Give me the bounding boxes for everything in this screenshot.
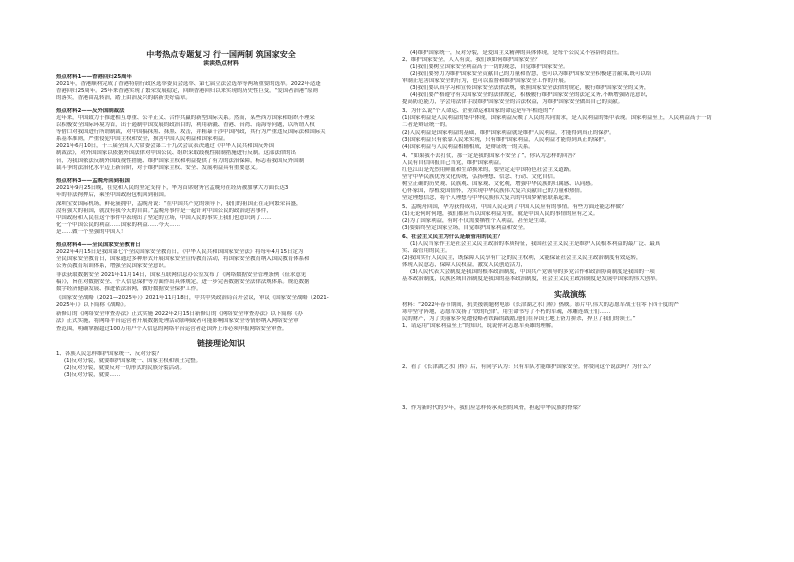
left-column — [56, 0, 386, 379]
material-1-line: 2021年，香港顺利完成了香港特别行政区选举委员会选举、第七届立法会选举等两场重要的选举。2022年适逢 — [56, 81, 321, 88]
theory-answer-line: (3)反对分裂，就要…… — [64, 371, 121, 378]
theory-answer-line: (4)我们要严格遵守有关国家安全的法律规定，积极履行维护国家安全的法定义务,不断增强防范意识， — [410, 92, 652, 99]
theory-question-1: 1、各族人民怎样维护国家统一、反对分裂？ — [56, 350, 162, 357]
material-2-line: 2021年6月10日，十三届全国人大常委会第二十九次会议表决通过《中华人民共和国反外国 — [56, 143, 275, 150]
material-2-line: 制裁法》，对外国国家以依据外国法律对中国公民、组织采取歧视性限制措施进行反制。这部法律的出 — [56, 150, 296, 157]
theory-answer-line: 二者是辩证统一的。 — [402, 122, 451, 129]
theory-answer-line: (4)维护国家统一，反对分裂，是爱国主义精神的具体体现，是每个公民义不容辞的责任。 — [410, 50, 623, 56]
practice-material-line: 材料：“2022年春节期间，抗美援朝题材电影《长津湖之水门桥》热映。影片中,伟大的志愿军战士在零下四十度的严 — [402, 301, 679, 308]
theory-question-3: 3、为什么说“个人命运、企业命运和国家的命运是牢牢相连的”？ — [402, 108, 557, 115]
theory-answer-line: (3)人民代表大会制度是我国的根本政治制度，中国共产党领导的多党合作和政治协商制度是我国的一项 — [410, 269, 655, 276]
practice-material-line: 民的财产，为了美丽家乡免遭侵略者铁蹄的践踏,他们在异国土地上奋力拼杀，捍卫了我们的领土。” — [402, 315, 636, 322]
material-4-line: 公务员教育培训体系，增强全民国家安全意识。 — [56, 263, 170, 270]
material-2-line: 近年来，中国致力于推进相互尊重、公平正义、合作共赢的新型国际关系。然而，某些西方国家和组织不理采 — [56, 115, 315, 122]
material-2-line: 裁斗争的法治化水平迈上新台阶，对于维护国家主权、安全、发展利益具有重要意义。 — [56, 164, 261, 171]
theory-answer-line: 实、最管用的民主。 — [402, 248, 451, 255]
page-title: 中考热点专题复习 行一国两制 筑国家安全 — [146, 50, 296, 59]
practice-section-heading: 实战演练 — [554, 289, 586, 299]
theory-answer-line: (1)我们要树立国家安全利益高于一切的观念，自觉维护国家安全。 — [410, 64, 569, 71]
theory-answer-line: (3)要始终坚定国家立场，自觉维护国家利益和安全。 — [402, 225, 529, 232]
theory-answer-line: (1)反对分裂，就要维护国家统一、国家主权和领土完整。 — [64, 357, 202, 364]
theory-answer-line: 审制止危害国家安全的行为，也可以监督和维护国家安全工作的开展。 — [402, 78, 570, 85]
material-4-heading: 热点材料4——全民国家安全教育日 — [56, 241, 141, 248]
material-3-line: 中国政府和人民在这个事件中表现出了坚定的立场，中国人民的事实上我们也意识到了…… — [56, 214, 272, 221]
material-4-line: 非法获取数据安全 2021年11月14日，国家互联网信息办公室发布了《网络数据安全管理条例（征求意见 — [56, 272, 307, 279]
theory-answer-line: 坚定理想信念，将个人理想与中华民族伟大复兴的中国梦紧密联系起来。 — [402, 194, 575, 201]
material-2-line: 等借口对我国进行所谓制裁，对中国搞抹黑、抹黑、攻击，并粗暴干涉中国内政，其行为严重违反国际法和国际关 — [56, 129, 326, 136]
theory-section-heading: 链接理论知识 — [197, 338, 245, 348]
material-4-line: 《国家安全战略（2021—2025年）》2021年11月18日，中共中央政治局召开会议，审议《国家安全战略（2021- — [56, 295, 329, 302]
theory-answer-line: (3)国家利益只有依靠人民来实现，只有维护国家利益，人民利益才能得到真正的保护。 — [402, 136, 610, 143]
theory-answer-line: (2)我国实行人民民主，既保障人民享有广泛的民主权利，又能保证社会主义民主政治制度有效运转， — [402, 255, 642, 262]
material-2-heading: 热点材料2——反外国制裁法 — [56, 108, 125, 115]
material-3-line: 是……做一个坚强的中国人！ — [56, 228, 127, 235]
material-2-line: 以积极安全国际环境为首，出于遏制中国发展的政治目的，利用新疆、香港、台湾、南海等问题，以所谓人权 — [56, 122, 315, 129]
page-subtitle: 读读热点材料 — [202, 60, 239, 67]
material-1-line: 的落实，香港由乱转治，踏上由治及兴的崭新美好篇章。 — [56, 95, 191, 102]
theory-answer-line: 体现人民意志，保障人民权益，激发人民创造活力， — [402, 262, 526, 269]
material-4-line: 2025年）》以下简称《战略》。 — [56, 302, 130, 309]
practice-question-1: 1、请运用“国家利益至上”的知识，说说你对志愿军英雄的理解。 — [402, 322, 557, 329]
theory-answer-line: 基本政治制度，民族区域自治制度是我国的基本政治制度，社会主义民主政治制度是发展中国家的伟大创举。 — [402, 276, 661, 283]
material-3-line: 2021年9月25日晚，在党和人民的坚定支持下，华为首席财务官孟晚舟在经历被加拿大方面长达3 — [56, 184, 289, 191]
theory-answer-line: 心怀家国，厚植爱国情怀，为实现中华民族伟大复兴贡献自己的力量和热情。 — [402, 187, 586, 194]
material-3-line: 深圳宝安国际机场，鲜花簇拥中，孟晚舟说：“在中国共产党的领导下，我们的祖国正在走向繁荣昌盛， — [56, 200, 302, 207]
material-4-line: 法》正式实施，将网络平台运营者开展数据处理活动影响或者可能影响国家安全等情形纳入网络安全审 — [56, 318, 299, 325]
theory-answer-line: (3)我们要认真学习和宣传国家安全法律法规，依照国家安全法律的规定，履行维护国家安全的义务， — [410, 85, 650, 92]
theory-answer-line: 树立正确的历史观、民族观、国家观、文化观，增强中华民族的归属感、认同感。 — [402, 180, 597, 187]
material-4-line: 新修订的《网络安全审查办法》正式实施 2022年2月15日新修订的《网络安全审查办法》以下简称《办 — [56, 311, 303, 318]
material-2-line: 台，为我国依法反制外国歧视性措施、维护国家主权和利益提供了有力的法治保障，标志着我国反外国制 — [56, 157, 304, 164]
material-1-line: 香港回归25周年。25年来香港实现了繁荣发展稳定，回顾香港回归以来实现的历史性巨变，“爱国者治港”原则 — [56, 88, 318, 95]
material-4-line: 查范围，明确掌握超过100万用户个人信息的网络平台运营者赴国外上市必须申报网络安全审查。 — [56, 325, 288, 332]
material-3-line: 年的非法拘押后，乘坐中国政府包机回到祖国。 — [56, 191, 170, 198]
theory-answer-line: 红色江山是先烈用鲜血和生命换来的，要坚定走中国特色社会主义道路。 — [402, 166, 575, 173]
practice-material-line: 寒中坚守阵地，志愿军发扬了‘铁的纪律’，用生命书写了不朽的军魂，冰雕连战士们…… — [402, 308, 611, 315]
theory-question-5: 5、孟晚舟回国，华为获得成功，中国人民走到了中国人民应有的事情。有些方面还能怎样做？ — [402, 203, 627, 210]
practice-question-3: 3、作为新时代的少年，我们应怎样传承英烈的风骨，担起中华民族的脊梁？ — [402, 404, 584, 411]
theory-question-6: 6、社会主义民主为什么是最管用的民主？ — [402, 234, 503, 241]
material-3-line: 没有强大的祖国，就没有我今天的自由。”孟晚舟事件是一起针对中国公民的政治迫害事件， — [56, 207, 272, 214]
practice-question-2: 2、看了《长津湖之水门桥》后，有同学认为：只有军队才能维护国家安全。你赞同这个说法吗？为什么？ — [402, 363, 654, 370]
material-4-line: 2022年4月15日是我国第七个全民国家安全教育日，《中华人民共和国国家安全法》将每年4月15日定为 — [56, 249, 304, 256]
theory-question-4: 4、“如果我不去打仗，那一定是我的国家不安全了”，你认为怎样的回答？ — [402, 152, 579, 159]
theory-answer-line: (2)人民利益是国家利益的基础，维护国家利益就是维护人民利益，才能得到真正的保护。 — [402, 129, 615, 136]
theory-answer-line: 提高防范能力，学会用法律手段维护国家安全的合法权益，为维护国家安全做出自己的贡献。 — [402, 99, 624, 106]
right-column — [402, 0, 738, 412]
theory-answer-line: (2)反对分裂，就要反对一切形式的民族分裂活动。 — [64, 364, 185, 371]
material-3-line: 化一个中国公民的利益……国家的利益……今天…… — [56, 221, 180, 228]
theory-question-2: 2、维护国家安全，人人有责，我们该如何维护国家安全？ — [402, 57, 541, 64]
material-2-line: 系基本准则，严重侵犯中国主权和安全，损害中国人民利益和国家利益。 — [56, 136, 229, 143]
theory-answer-line: (4)国家利益与人民利益相辅相成，是辩证统一的关系。 — [402, 143, 534, 150]
material-4-line: 全民国家安全教育日，国家通过多种形式开展国家安全宣传教育活动，将国家安全教育纳入国民教育体系和 — [56, 256, 310, 263]
theory-answer-line: 人民有自信回报自己当党，维护国家利益。 — [402, 159, 505, 166]
theory-answer-line: (2)为了国家利益，有时不仅需要牺牲个人利益，甚至是生命。 — [402, 218, 550, 225]
material-4-line: 数字经济健康发展、推进依法治网，做好数据安全保护工作。 — [56, 286, 202, 293]
theory-answer-line: (2)我们要努力为维护国家安全贡献自己的力量和智慧，也可以为维护国家安全积极建言献策,既可以给 — [410, 71, 652, 78]
theory-answer-line: (1)无论何时何地，我们都应当以国家利益为重，就是中国人民的事情的应有之义。 — [402, 211, 599, 218]
theory-answer-line: 坚守中华民族优秀文化传统，弘扬理想、信念、行动、文化自信。 — [402, 173, 559, 180]
material-1-heading: 热点材料1——香港回归25周年 — [56, 74, 132, 80]
theory-answer-line: (1)国家利益是人民利益的集中体现，国家利益反映了人民的共同需求，是人民利益的集中表现。国家利益至上，人民利益高于一切 — [402, 115, 712, 122]
theory-answer-line: (1)人民当家作主是社会主义民主政治的本质特征，我国社会主义民主是维护人民根本利益的最广泛、最真 — [410, 241, 661, 248]
material-4-line: 稿）》，旨在对数据安全、个人信息保护等方面作出具体规定，进一步完善数据安全法律法规体系。规范数据 — [56, 279, 310, 286]
material-3-heading: 热点材料3——孟晚舟回到祖国 — [56, 177, 130, 184]
